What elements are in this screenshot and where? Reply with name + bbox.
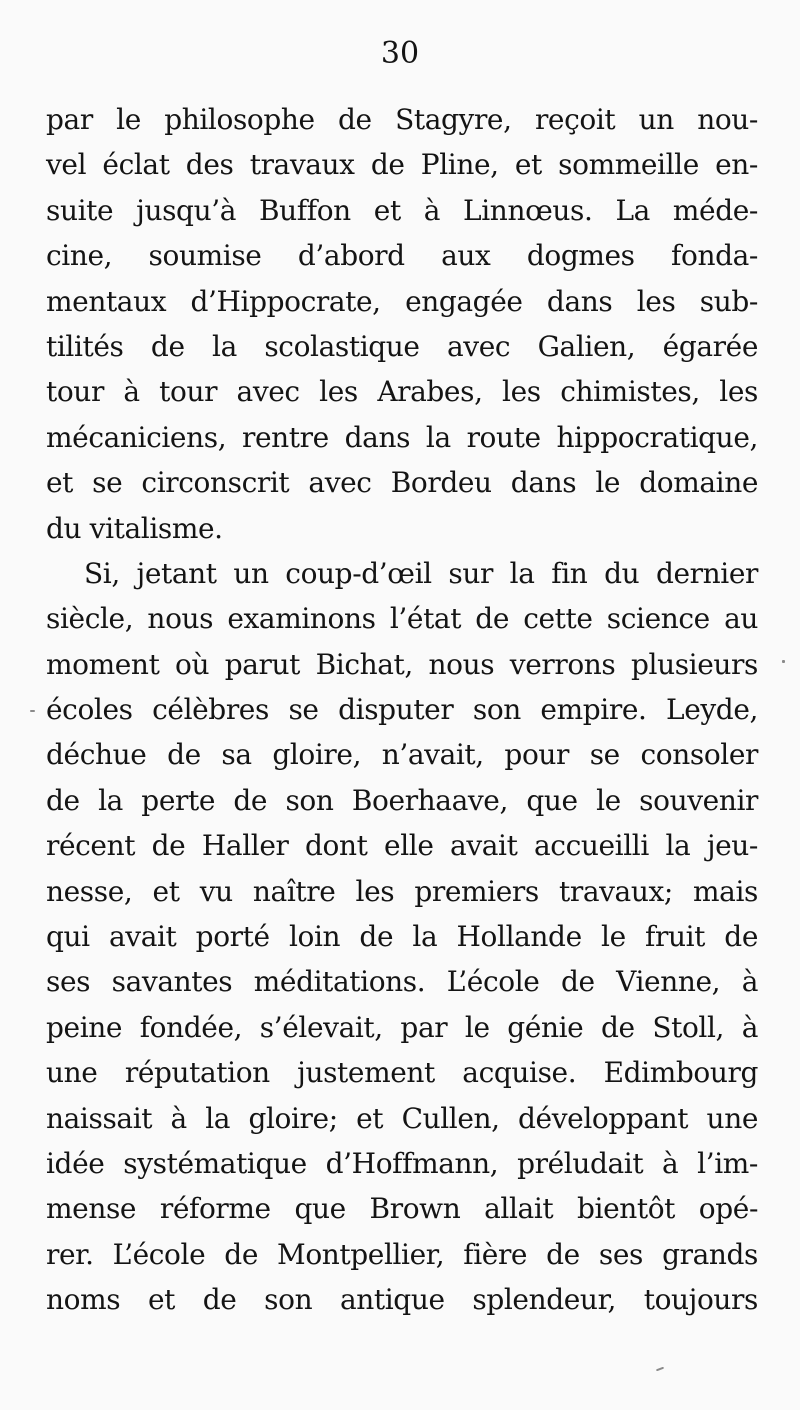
text-line: rer. L’école de Montpellier, fière de ses grands [46,1237,758,1271]
body-text [46,97,758,1323]
text-line: nesse, et vu naître les premiers travaux; mais [46,874,758,908]
text-line: naissait à la gloire; et Cullen, développant une [46,1101,758,1135]
text-line: de la perte de son Boerhaave, que le souvenir [46,783,758,817]
text-line: tilités de la scolastique avec Galien, égarée [46,329,758,363]
text-line: récent de Haller dont elle avait accueilli la jeu- [46,829,758,863]
ink-speck [656,1367,664,1372]
text-line: écoles célèbres se disputer son empire. Leyde, [46,693,758,727]
text-line: mense réforme que Brown allait bientôt opé- [46,1192,758,1226]
text-line: idée systématique d’Hoffmann, préludait à l’im- [46,1146,758,1180]
text-line: vel éclat des travaux de Pline, et sommeille en- [46,148,758,182]
text-line: tour à tour avec les Arabes, les chimistes, les [46,375,758,409]
paragraph-start-line: Si, jetant un coup-d’œil sur la fin du dernier [84,556,758,590]
page-number: 30 [380,36,420,71]
ink-speck [30,710,35,712]
text-line: une réputation justement acquise. Edimbourg [46,1056,758,1090]
text-line: déchue de sa gloire, n’avait, pour se consoler [46,738,758,772]
text-line: peine fondée, s’élevait, par le génie de Stoll, à [46,1010,758,1044]
text-line: et se circonscrit avec Bordeu dans le domaine [46,466,758,500]
text-line: mentaux d’Hippocrate, engagée dans les sub- [46,284,758,318]
text-line: cine, soumise d’abord aux dogmes fonda- [46,239,758,273]
text-line: siècle, nous examinons l’état de cette science au [46,602,758,636]
text-line: moment où parut Bichat, nous verrons plusieurs [46,647,758,681]
paragraph-end-line: du vitalisme. [46,511,223,545]
text-line: qui avait porté loin de la Hollande le fruit de [46,920,758,954]
text-line: par le philosophe de Stagyre, reçoit un nou- [46,103,758,136]
text-line: ses savantes méditations. L’école de Vienne, à [46,965,758,999]
text-line: noms et de son antique splendeur, toujours [46,1283,758,1317]
text-line: suite jusqu’à Buffon et à Linnœus. La méde- [46,193,758,227]
ink-speck [782,660,785,663]
text-line: mécaniciens, rentre dans la route hippocratique, [46,420,758,454]
